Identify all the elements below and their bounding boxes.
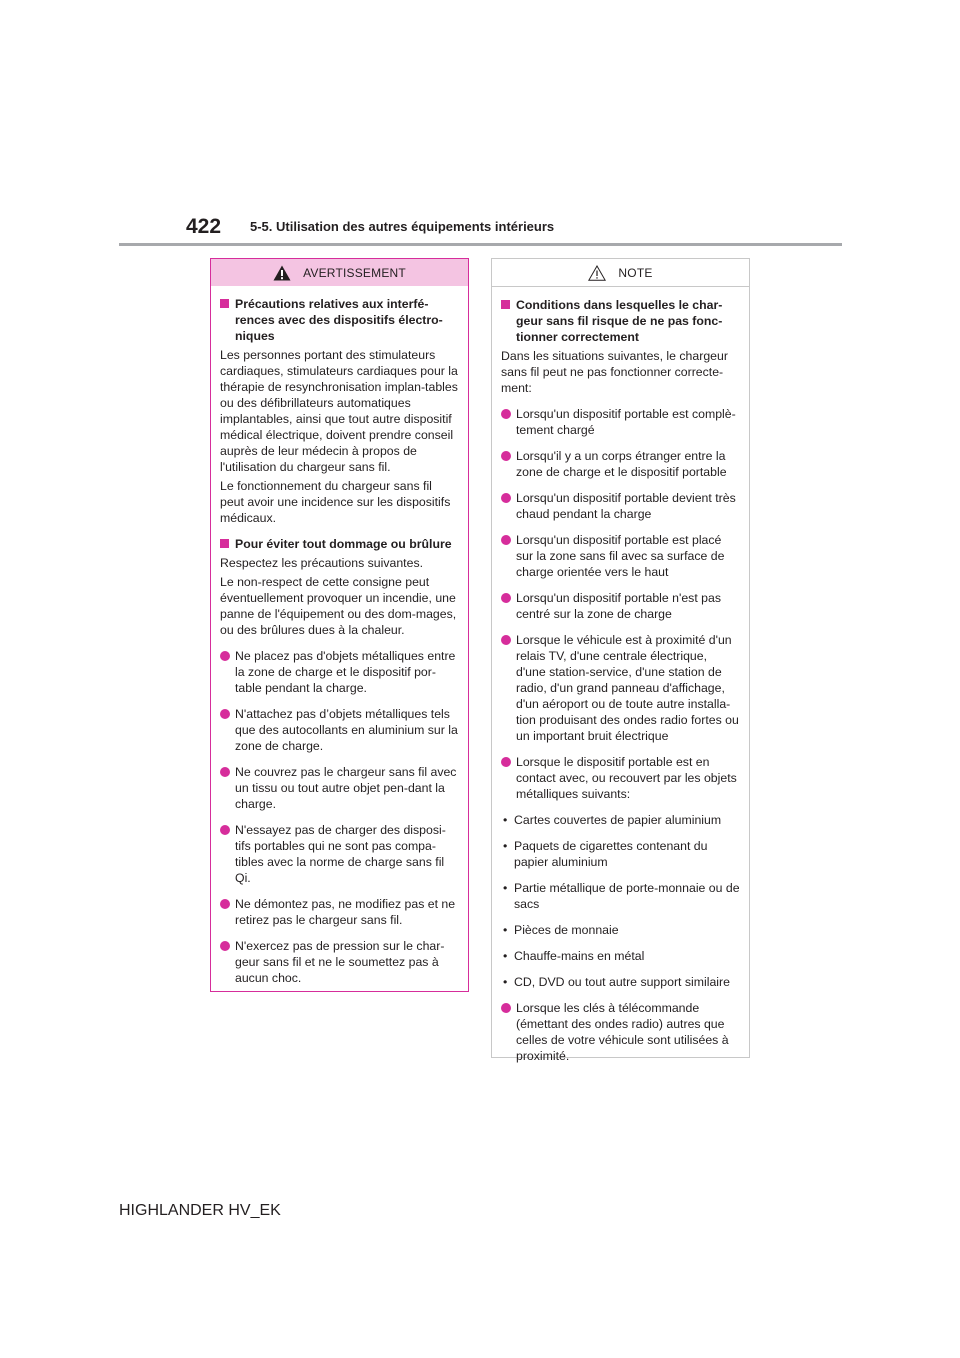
bullet-dot-icon: [501, 1003, 511, 1013]
warning-bullet: N'essayez pas de charger des disposi-tifs portables qui ne sont pas compa-tibles avec la norme de charge sans fil Qi.: [220, 822, 459, 886]
dash-marker: •: [503, 813, 508, 827]
note-bullet: Lorsqu'un dispositif portable est complè-tement chargé: [501, 406, 740, 438]
warning-bullet: N'exercez pas de pression sur le char-geur sans fil et ne le soumettez pas à aucun choc.: [220, 938, 459, 986]
warning-heading-interference: Précautions relatives aux interfé-rences avec des dispositifs électro-niques: [220, 296, 459, 344]
bullet-dot-icon: [220, 767, 230, 777]
dash-marker: •: [503, 975, 508, 989]
warning-paragraph: Respectez les précautions suivantes.: [220, 556, 424, 570]
note-heading: Conditions dans lesquelles le char-geur sans fil risque de ne pas fonc-tionner correctement: [501, 297, 740, 345]
note-dash-item: • Partie métallique de porte-monnaie ou de sacs: [503, 881, 740, 911]
dash-marker: •: [503, 949, 508, 963]
note-dash-item: • Chauffe-mains en métal: [503, 949, 645, 963]
header-divider: [119, 243, 842, 246]
note-box-header: [492, 259, 749, 287]
bullet-dot-icon: [501, 409, 511, 419]
bullet-dot-icon: [501, 493, 511, 503]
caution-triangle-icon: [588, 265, 606, 281]
warning-heading-damage: Pour éviter tout dommage ou brûlure: [220, 536, 459, 552]
warning-paragraph: Les personnes portant des stimulateurs cardiaques, stimulateurs cardiaques pour la thérapie de resynchronisation implan-tables ou des défibrillateurs automatiques implantables, ainsi que tout autre dispositif médical électrique, doivent prendre conseil auprès de leur médecin à propos de l'utilisation du chargeur sans fil.: [220, 348, 458, 474]
page-number: 422: [186, 215, 222, 238]
note-bullet: Lorsqu'il y a un corps étranger entre la zone de charge et le dispositif portable: [501, 448, 740, 480]
bullet-dot-icon: [220, 899, 230, 909]
note-box: [491, 258, 750, 1063]
note-bullet: Lorsqu'un dispositif portable devient très chaud pendant la charge: [501, 490, 740, 522]
bullet-dot-icon: [220, 825, 230, 835]
bullet-dot-icon: [501, 757, 511, 767]
note-dash-item: • CD, DVD ou tout autre support similaire: [503, 975, 730, 989]
note-bullet: Lorsque les clés à télécommande (émettant des ondes radio) autres que celles de votre véhicule sont utilisées à proximité.: [501, 1000, 740, 1064]
warning-bullet: Ne couvrez pas le chargeur sans fil avec un tissu ou tout autre objet pen-dant la charge.: [220, 764, 459, 812]
warning-paragraph: Le non-respect de cette consigne peut éventuellement provoquer un incendie, une panne de l'équipement ou des dom-mages, ou des brûlures dues à la chaleur.: [220, 575, 457, 637]
section-square-icon: [220, 539, 229, 548]
bullet-dot-icon: [220, 651, 230, 661]
note-bullet: Lorsqu'un dispositif portable n'est pas centré sur la zone de charge: [501, 590, 740, 622]
bullet-dot-icon: [501, 535, 511, 545]
note-bullet: Lorsque le dispositif portable est en contact avec, ou recouvert par les objets métalliques suivants:: [501, 754, 740, 802]
warning-bullet: Ne démontez pas, ne modifiez pas et ne retirez pas le chargeur sans fil.: [220, 896, 459, 928]
bullet-dot-icon: [501, 451, 511, 461]
warning-bullet: N'attachez pas d’objets métalliques tels que des autocollants en aluminium sur la zone de charge.: [220, 706, 459, 754]
warning-triangle-icon: [273, 265, 291, 281]
dash-marker: •: [503, 923, 508, 937]
bullet-dot-icon: [220, 709, 230, 719]
warning-bullet: Ne placez pas d'objets métalliques entre la zone de charge et le dispositif por-table pendant la charge.: [220, 648, 459, 696]
section-square-icon: [501, 300, 510, 309]
dash-marker: •: [503, 881, 508, 895]
warning-box-header: [211, 259, 468, 286]
warning-label: AVERTISSEMENT: [303, 265, 406, 280]
bullet-dot-icon: [501, 593, 511, 603]
footer-model: HIGHLANDER HV_EK: [119, 1202, 281, 1219]
note-bullet: Lorsque le véhicule est à proximité d'un relais TV, d'une centrale électrique, d'une station-service, d'une station de radio, d'un grand panneau d'affichage, d'un aéroport ou de toute autre installa-tion produisant des ondes radio fortes ou un important bruit électrique: [501, 632, 740, 744]
note-bullet: Lorsqu'un dispositif portable est placé sur la zone sans fil avec sa surface de charge orientée vers le haut: [501, 532, 740, 580]
warning-box: [210, 258, 469, 992]
section-square-icon: [220, 299, 229, 308]
note-intro: Dans les situations suivantes, le chargeur sans fil peut ne pas fonctionner correcte-ment:: [501, 349, 728, 395]
section-title: 5-5. Utilisation des autres équipements intérieurs: [250, 219, 555, 234]
dash-marker: •: [503, 839, 508, 853]
bullet-dot-icon: [501, 635, 511, 645]
warning-paragraph: Le fonctionnement du chargeur sans fil peut avoir une incidence sur les dispositifs médicaux.: [220, 479, 451, 525]
note-label: NOTE: [618, 265, 653, 280]
note-dash-item: • Pièces de monnaie: [503, 923, 619, 937]
note-dash-item: • Paquets de cigarettes contenant du papier aluminium: [503, 839, 708, 869]
bullet-dot-icon: [220, 941, 230, 951]
note-dash-item: • Cartes couvertes de papier aluminium: [503, 813, 722, 827]
